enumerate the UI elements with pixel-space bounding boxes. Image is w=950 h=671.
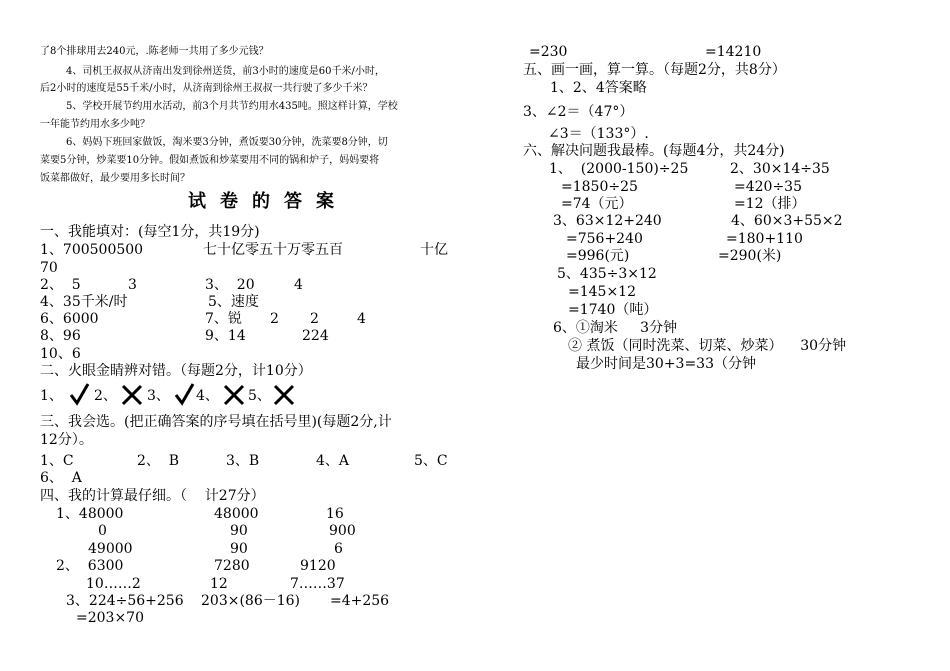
sec1-answer-9: 9、14 bbox=[205, 328, 246, 344]
sec3-answer-6: 6、 A bbox=[40, 470, 82, 486]
sec6-q6-c: 最少时间是30+3=33（分钟 bbox=[576, 356, 756, 372]
sec1-answer-4: 4、35千米/时 bbox=[40, 294, 128, 310]
sec4-r3-c: 6 bbox=[334, 541, 343, 557]
sec1-answer-8: 8、96 bbox=[40, 328, 81, 344]
sec4-r1-c: 16 bbox=[326, 506, 344, 522]
sec2-label-5: 5、 bbox=[248, 388, 271, 404]
sec4-r2-b: 90 bbox=[230, 523, 248, 539]
problem-3-tail: 了8个排球用去240元，.陈老师一共用了多少元钱？ bbox=[40, 46, 269, 57]
sec6-q4-c: =290(米) bbox=[718, 248, 782, 264]
sec6-q3-b: =756+240 bbox=[566, 231, 643, 247]
problem-6-line1: 6、妈妈下班回家做饭，淘米要3分钟，煮饭要30分钟，洗菜要8分钟，切 bbox=[66, 137, 388, 148]
sec2-label-3: 3、 bbox=[147, 388, 170, 404]
problem-5-line2: 一年能节约用水多少吨？ bbox=[40, 119, 150, 130]
sec4-r6-a: 3、224÷56+256 bbox=[66, 593, 184, 609]
sec1-answer-7c: 2 bbox=[310, 311, 319, 327]
sec4-r1-a: 1、48000 bbox=[56, 506, 124, 522]
sec6-heading: 六、解决问题我最棒。(每题4分，共24分) bbox=[523, 143, 785, 159]
sec4-r4-c: 9120 bbox=[300, 558, 336, 574]
sec4-r2-a: 0 bbox=[98, 523, 107, 539]
sec5-answer-c: ∠3＝（133°）. bbox=[548, 126, 649, 142]
sec4-r6-c: =4+256 bbox=[330, 593, 390, 609]
sec1-answer-6: 6、6000 bbox=[40, 311, 99, 327]
sec3-heading-line1: 三、我会选。(把正确答案的序号填在括号里)(每题2分,计 bbox=[40, 414, 392, 430]
sec1-heading: 一、我能填对：(每空1分，共19分) bbox=[40, 224, 260, 240]
sec1-answer-2b: 3 bbox=[128, 277, 137, 293]
sec4-r3-a: 49000 bbox=[88, 541, 133, 557]
right-top-a: =230 bbox=[529, 44, 568, 60]
sec1-answer-1: 1、700500500 bbox=[40, 242, 144, 258]
sec6-q3-a: 3、63×12+240 bbox=[553, 213, 662, 229]
sec1-answer-2: 2、 5 bbox=[40, 277, 81, 293]
sec1-answer-1d: 70 bbox=[40, 260, 58, 276]
sec4-r5-a: 10……2 bbox=[86, 576, 141, 592]
sec4-r4-a: 2、 6300 bbox=[56, 558, 124, 574]
sec6-q2-c: =12（排） bbox=[734, 196, 806, 212]
sec1-answer-3b: 4 bbox=[294, 277, 303, 293]
sec5-answer-a: 1、2、4答案略 bbox=[550, 80, 647, 96]
sec4-r4-b: 7280 bbox=[214, 558, 250, 574]
sec4-r6-b: 203×(86－16) bbox=[201, 593, 301, 609]
sec6-q6-a: 6、①淘米 3分钟 bbox=[553, 320, 678, 336]
sec1-answer-3: 3、 20 bbox=[205, 277, 255, 293]
sec6-q2-b: =420÷35 bbox=[734, 179, 802, 195]
sec2-label-1: 1、 bbox=[40, 388, 63, 404]
sec6-q3-c: =996(元) bbox=[566, 248, 630, 264]
cross-mark-icon bbox=[222, 383, 246, 407]
right-top-b: =14210 bbox=[705, 44, 762, 60]
sec1-answer-10: 10、6 bbox=[40, 346, 81, 362]
sec6-q1-a: 1、 (2000-150)÷25 bbox=[549, 161, 689, 177]
sec4-heading: 四、我的计算最仔细。（ 计27分） bbox=[40, 488, 265, 504]
sec4-r3-b: 90 bbox=[230, 541, 248, 557]
sec6-q4-b: =180+110 bbox=[726, 231, 803, 247]
sec5-heading: 五、画一画，算一算。（每题2分，共8分） bbox=[523, 62, 786, 78]
sec4-r7-a: =203×70 bbox=[76, 610, 144, 626]
problem-6-line3: 饭菜都做好，最少要用多长时间？ bbox=[40, 173, 190, 184]
sec1-answer-5: 5、速度 bbox=[208, 294, 259, 310]
sec4-r5-c: 7……37 bbox=[290, 576, 345, 592]
answers-title: 试卷的答案 bbox=[188, 191, 348, 212]
sec2-label-4: 4、 bbox=[196, 388, 219, 404]
sec3-answer-2: 2、 B bbox=[137, 453, 180, 469]
problem-5-line1: 5、学校开展节约用水活动，前3个月共节约用水435吨。照这样计算，学校 bbox=[66, 101, 398, 112]
check-mark-icon bbox=[173, 382, 197, 406]
sec5-answer-b: 3、∠2＝（47°） bbox=[523, 104, 634, 120]
sec6-q5-c: =1740（吨） bbox=[568, 302, 658, 318]
sec6-q4-a: 4、60×3+55×2 bbox=[731, 213, 843, 229]
sec3-answer-1: 1、C bbox=[40, 453, 74, 469]
sec1-answer-7: 7、锐 bbox=[205, 311, 242, 327]
sec4-r1-b: 48000 bbox=[214, 506, 259, 522]
problem-6-line2: 菜要5分钟，炒菜要10分钟。假如煮饭和炒菜要用不同的锅和炉子，妈妈要将 bbox=[40, 155, 380, 166]
sec1-answer-9b: 224 bbox=[302, 328, 329, 344]
sec1-answer-7d: 4 bbox=[357, 311, 366, 327]
cross-mark-icon bbox=[272, 383, 296, 407]
problem-4-line1: 4、司机王叔叔从济南出发到徐州送货，前3小时的速度是60千米/小时， bbox=[66, 66, 385, 77]
cross-mark-icon bbox=[120, 383, 144, 407]
sec1-answer-1b: 七十亿零五十万零五百 bbox=[203, 242, 343, 258]
problem-4-line2: 后2小时的速度是55千米/小时，从济南到徐州王叔叔一共行驶了多少千米？ bbox=[40, 83, 373, 94]
check-mark-icon bbox=[68, 382, 92, 406]
sec2-label-2: 2、 bbox=[94, 388, 117, 404]
sec6-q2-a: 2、30×14÷35 bbox=[730, 161, 830, 177]
sec3-answer-5: 5、C bbox=[414, 453, 448, 469]
sec3-heading-line2: 12分）。 bbox=[40, 432, 93, 448]
sec3-answer-3: 3、B bbox=[226, 453, 260, 469]
sec1-answer-1c: 十亿 bbox=[420, 242, 448, 258]
sec6-q5-b: =145×12 bbox=[568, 284, 636, 300]
sec6-q5-a: 5、435÷3×12 bbox=[557, 266, 657, 282]
sec3-answer-4: 4、A bbox=[316, 453, 350, 469]
sec6-q1-c: =74（元） bbox=[561, 196, 633, 212]
sec4-r2-c: 900 bbox=[329, 523, 356, 539]
sec2-heading: 二、火眼金睛辨对错。（每题2分，计10分） bbox=[40, 363, 312, 379]
sec1-answer-7b: 2 bbox=[270, 311, 279, 327]
sec4-r5-b: 12 bbox=[210, 576, 228, 592]
sec6-q6-b: ② 煮饭（同时洗菜、切菜、炒菜） 30分钟 bbox=[568, 338, 847, 354]
sec6-q1-b: =1850÷25 bbox=[561, 179, 638, 195]
